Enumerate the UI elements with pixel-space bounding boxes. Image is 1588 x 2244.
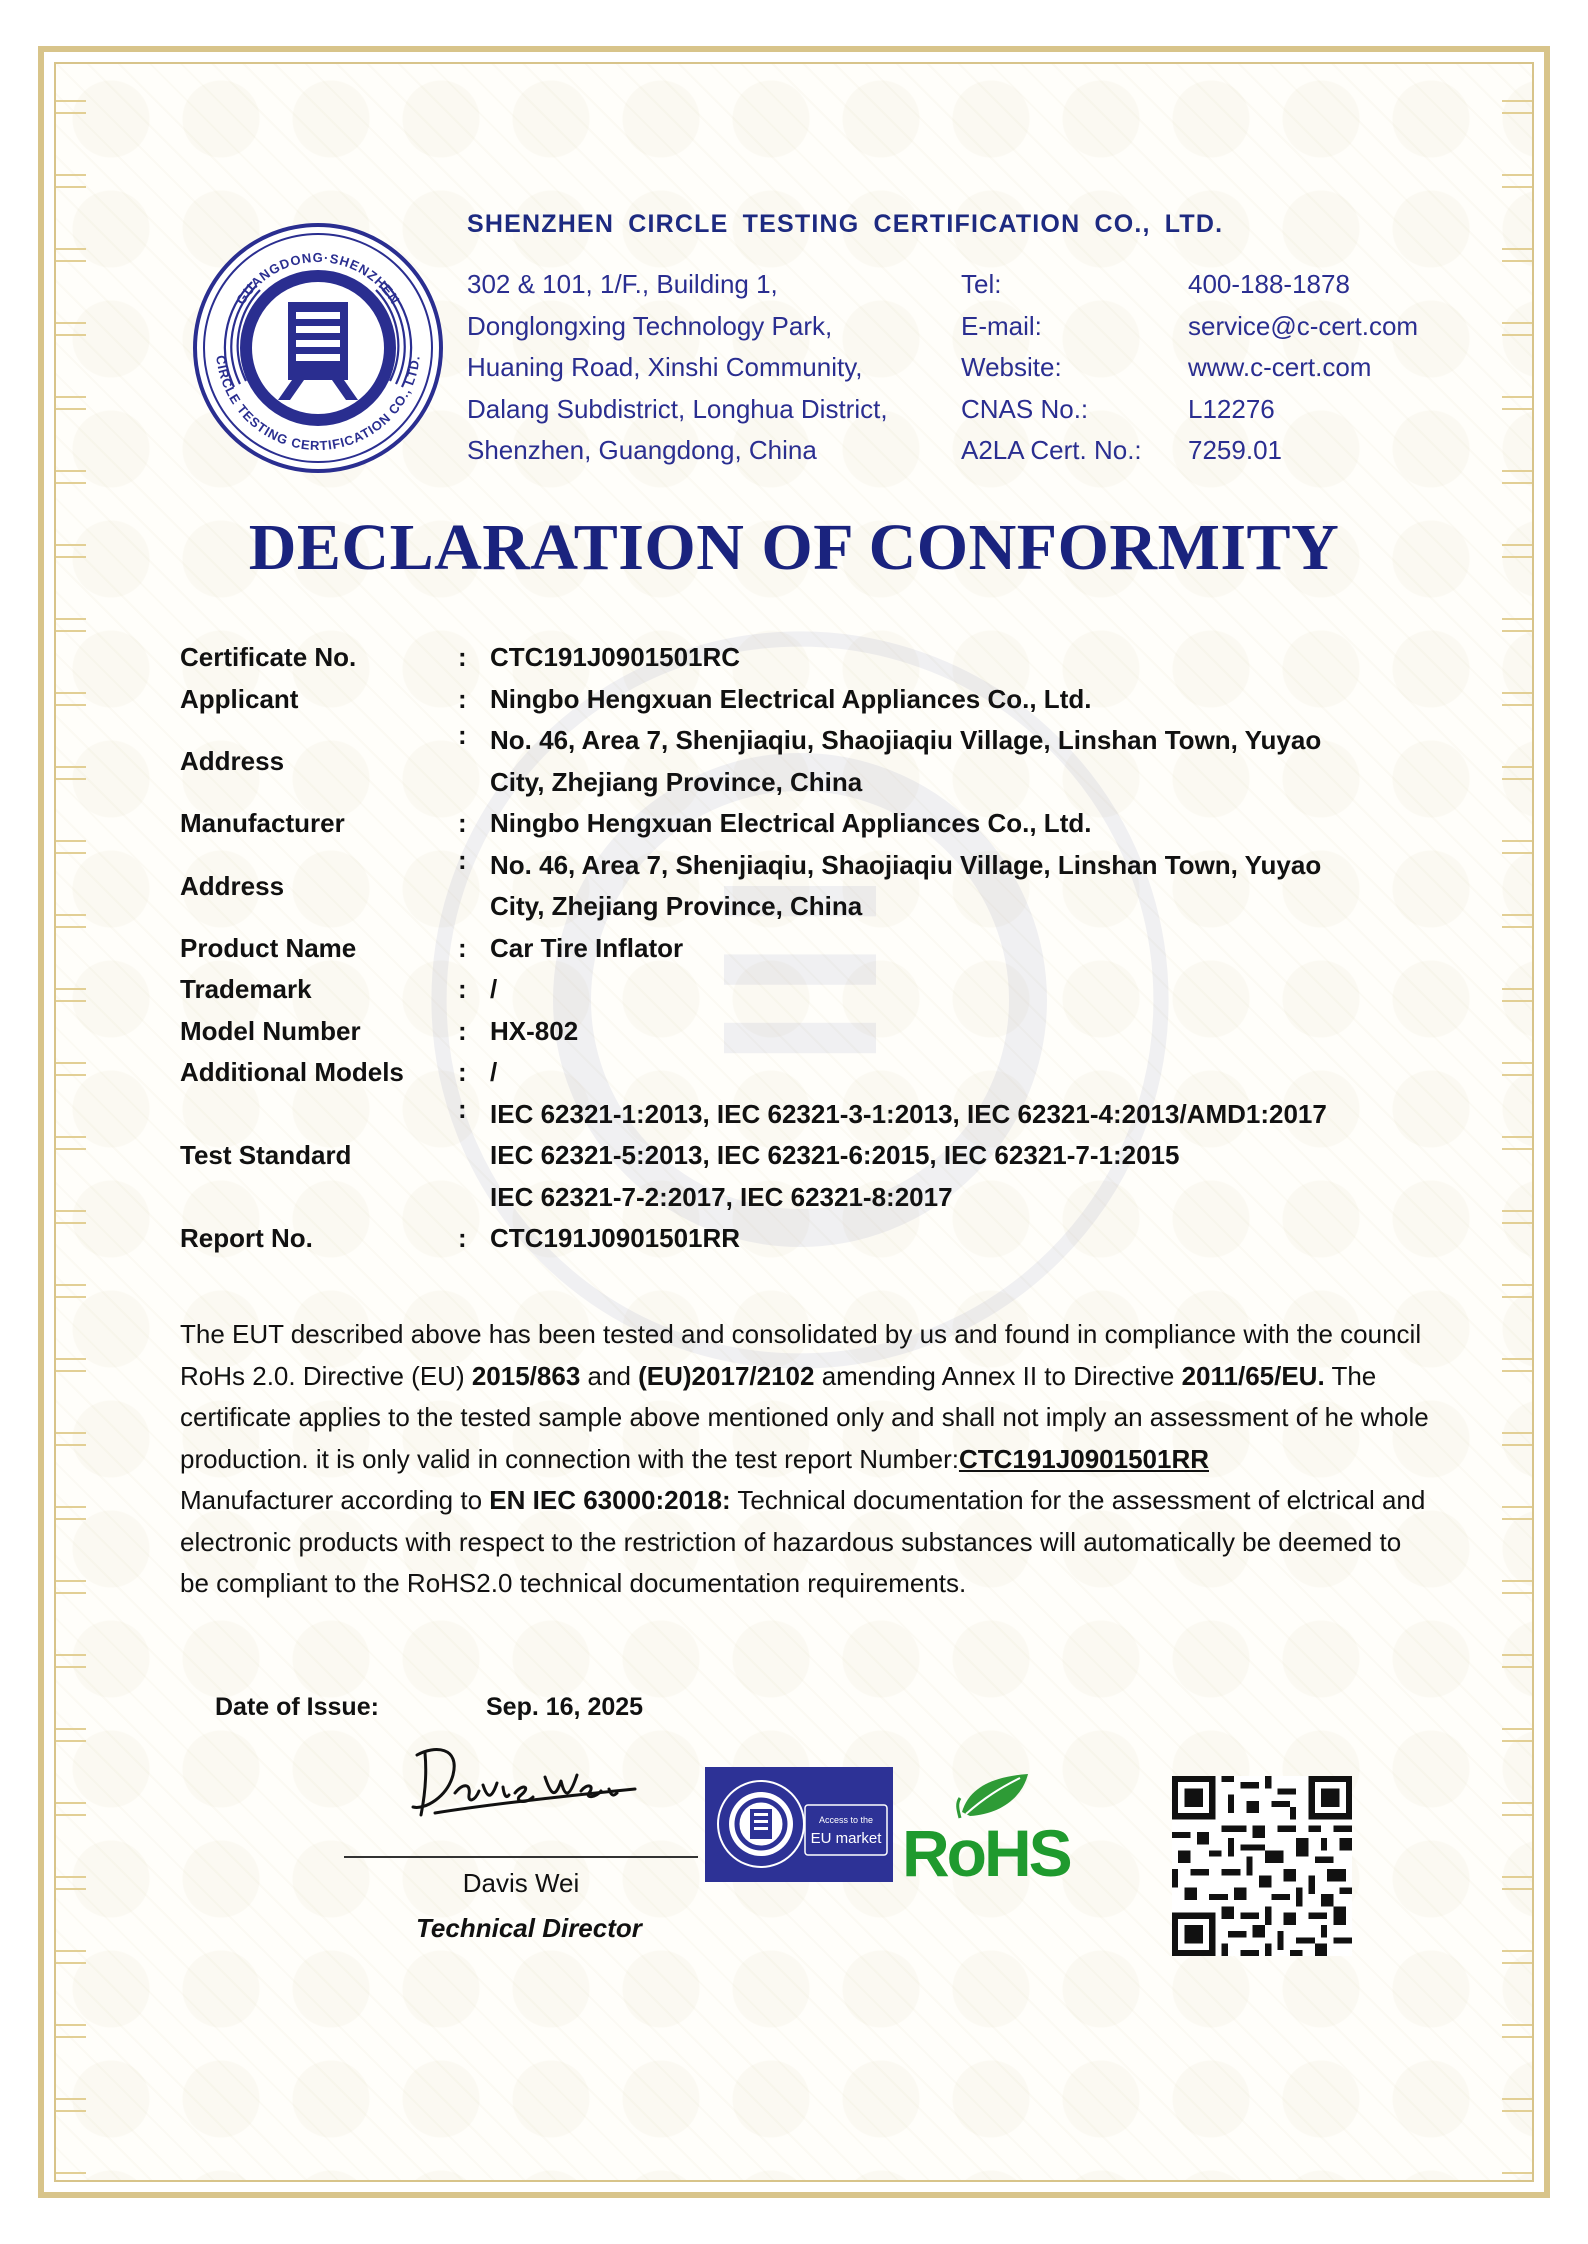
- field-applicant-address: [180, 720, 1420, 803]
- value-line: IEC 62321-1:2013, IEC 62321-3-1:2013, IEC 62321-4:2013/AMD1:2017: [490, 1098, 1327, 1129]
- eu-badge-line1: Access to the: [818, 1815, 874, 1825]
- field-colon: :: [458, 932, 467, 963]
- field-colon: :: [458, 720, 467, 750]
- value-line: No. 46, Area 7, Shenjiaqiu, Shaojiaqiu Village, Linshan Town, Yuyao: [490, 725, 1322, 755]
- field-colon: :: [458, 1223, 467, 1254]
- field-value: [490, 845, 1420, 928]
- contact-labels: [961, 264, 1142, 472]
- right-border-ornament: [1502, 62, 1532, 2182]
- issue-date-value: Sep. 16, 2025: [486, 1693, 644, 1721]
- field-colon: :: [458, 974, 467, 1005]
- email-value: service@c-cert.com: [1188, 310, 1419, 341]
- field-value: [490, 1094, 1420, 1219]
- issue-date-label: Date of Issue:: [215, 1693, 379, 1721]
- signer-title: Technical Director: [416, 1913, 642, 1943]
- directive-ref: (EU)2017/2102: [638, 1360, 815, 1391]
- company-address: [467, 264, 888, 472]
- field-label: Test Standard: [180, 1140, 352, 1171]
- statement-text: Manufacturer according to: [180, 1485, 490, 1515]
- logo-text-top: GUANGDONG·SHENZHEN: [232, 249, 404, 308]
- logo-text-bottom: CIRCLE TESTING CERTIFICATION CO., LTD.: [213, 354, 423, 454]
- field-manufacturer-address: [180, 845, 1420, 928]
- standard-ref: EN IEC 63000:2018:: [489, 1485, 731, 1515]
- field-label: Address: [180, 746, 285, 776]
- statement-text: and: [580, 1360, 639, 1391]
- field-applicant: [180, 679, 1420, 721]
- field-value: Ningbo Hengxuan Electrical Appliances Co., Ltd.: [490, 683, 1092, 714]
- field-report-no: [180, 1218, 1420, 1260]
- field-colon: :: [458, 683, 467, 714]
- compliance-statement: [180, 1314, 1430, 1605]
- directive-ref: 2015/863: [471, 1360, 581, 1391]
- field-value: CTC191J0901501RC: [490, 642, 741, 672]
- value-line: No. 46, Area 7, Shenjiaqiu, Shaojiaqiu Village, Linshan Town, Yuyao: [490, 849, 1322, 880]
- a2la-value: 7259.01: [1188, 435, 1282, 465]
- report-number-ref: CTC191J0901501RR: [958, 1443, 1209, 1474]
- field-value: HX-802: [490, 1015, 579, 1046]
- website-label: Website:: [961, 352, 1062, 382]
- statement-text: amending Annex II to Directive: [814, 1360, 1182, 1391]
- value-line: IEC 62321-7-2:2017, IEC 62321-8:2017: [490, 1181, 953, 1212]
- tel-label: Tel:: [961, 269, 1002, 299]
- field-value: Ningbo Hengxuan Electrical Appliances Co., Ltd.: [490, 808, 1092, 838]
- statement-text: The EUT described above has been tested and consolidated by us and found in compliance with the council RoHs 2.0. Directive (EU): [180, 1319, 1422, 1391]
- address-line: Huaning Road, Xinshi Community,: [467, 352, 863, 382]
- field-label: Product Name: [180, 932, 357, 963]
- signature-text: Davis Wei: [405, 1735, 410, 1736]
- eu-market-badge-icon: [705, 1767, 893, 1882]
- field-test-standard: [180, 1094, 1420, 1219]
- statement-paragraph-2: [180, 1480, 1430, 1605]
- a2la-label: A2LA Cert. No.:: [961, 435, 1142, 465]
- field-product-name: [180, 928, 1420, 970]
- field-label: Additional Models: [180, 1057, 404, 1088]
- field-label: Model Number: [180, 1015, 361, 1046]
- email-label: E-mail:: [961, 310, 1042, 341]
- company-name: SHENZHEN CIRCLE TESTING CERTIFICATION CO., LTD.: [467, 210, 1224, 238]
- circle-logo-icon: [192, 222, 444, 474]
- cnas-label: CNAS No.:: [961, 393, 1089, 424]
- field-colon: :: [458, 808, 467, 839]
- statement-text: The certificate applies to the tested sample above mentioned only and shall not imply an assessment of he whole production. it is only valid in connection with the test report Number:: [180, 1360, 1429, 1474]
- field-value: CTC191J0901501RR: [490, 1223, 741, 1253]
- qr-code-icon: [1172, 1776, 1352, 1956]
- statement-paragraph-1: [180, 1314, 1430, 1480]
- certificate-fields: [180, 637, 1420, 1260]
- left-border-ornament: [56, 62, 86, 2182]
- eu-badge-line2: EU market: [810, 1830, 882, 1847]
- address-line: 302 & 101, 1/F., Building 1,: [467, 269, 778, 299]
- field-value: Car Tire Inflator: [490, 932, 684, 963]
- field-label: Applicant: [180, 683, 299, 714]
- field-colon: :: [458, 1093, 467, 1124]
- address-line: Shenzhen, Guangdong, China: [467, 435, 817, 465]
- signer-name: Davis Wei: [462, 1868, 580, 1898]
- field-colon: :: [458, 844, 467, 875]
- value-line: City, Zhejiang Province, China: [490, 766, 863, 797]
- field-colon: :: [458, 1015, 467, 1046]
- field-value: [490, 720, 1420, 803]
- website-value: www.c-cert.com: [1188, 352, 1372, 382]
- directive-ref: 2011/65/EU.: [1181, 1360, 1325, 1391]
- field-label: Manufacturer: [180, 808, 345, 839]
- field-certificate-no: [180, 637, 1420, 679]
- document-title: DECLARATION OF CONFORMITY: [248, 511, 1340, 584]
- contact-values: [1188, 264, 1418, 472]
- field-label: Address: [180, 870, 285, 901]
- field-colon: :: [458, 642, 467, 673]
- field-manufacturer: [180, 803, 1420, 845]
- field-additional-models: [180, 1052, 1420, 1094]
- cnas-value: L12276: [1188, 393, 1275, 424]
- field-model-number: [180, 1011, 1420, 1053]
- field-colon: :: [458, 1057, 467, 1088]
- tel-value: 400-188-1878: [1188, 269, 1350, 299]
- field-trademark: [180, 969, 1420, 1011]
- signature-line: [344, 1856, 698, 1858]
- rohs-leaf-icon: [900, 1770, 1090, 1882]
- field-value: /: [490, 974, 498, 1004]
- address-line: Dalang Subdistrict, Longhua District,: [467, 393, 888, 424]
- field-label: Report No.: [180, 1223, 313, 1254]
- field-label: Trademark: [180, 974, 312, 1005]
- value-line: City, Zhejiang Province, China: [490, 891, 863, 921]
- field-value: /: [490, 1057, 498, 1087]
- rohs-text: RoHS: [902, 1816, 1070, 1882]
- field-label: Certificate No.: [180, 642, 357, 673]
- address-line: Donglongxing Technology Park,: [467, 310, 833, 341]
- value-line: IEC 62321-5:2013, IEC 62321-6:2015, IEC 62321-7-1:2015: [490, 1140, 1180, 1170]
- signature-image: [405, 1735, 645, 1830]
- statement-text: Technical documentation for the assessment of elctrical and electronic products with respect to the restriction of hazardous substances will automatically be deemed to be compliant to the RoHS2.0 technical documentation requirements.: [180, 1485, 1426, 1598]
